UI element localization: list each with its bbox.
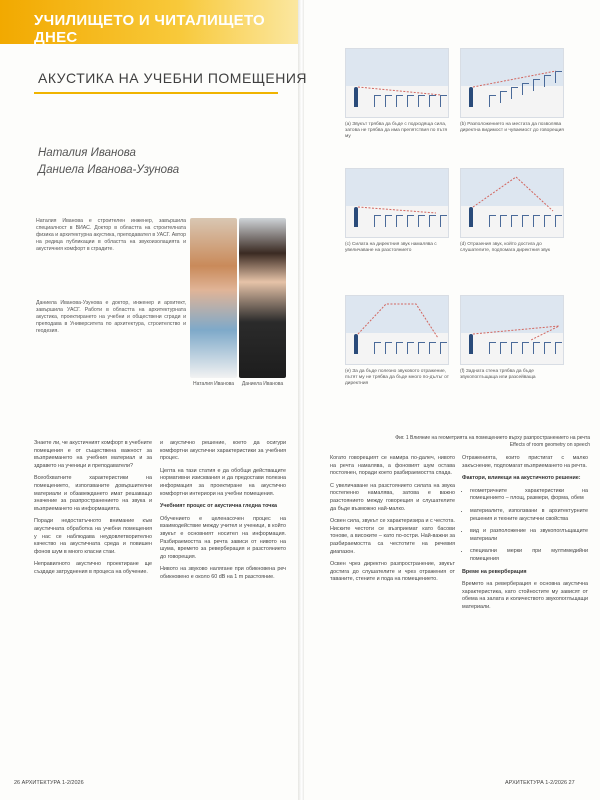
left-column-1 (34, 440, 152, 582)
author-bio-1: Наталия Иванова е строителен инженер, завършила специалност в ВИАС. Доктор в областта на строителната физика и архитектурна акустика, преподавател в УАСГ. Автор на редица публикации в областта на звукоизолацията и акустичния комфорт в сградите. (36, 218, 186, 252)
figure-panel-caption: (b) Разположението на местата да позволява директна видимост и чуваемост до говорещия (460, 122, 564, 133)
paragraph: Неправилното акустично проектиране ще създаде затруднения в процеса на обучение. (34, 561, 152, 575)
subheading: Фактори, влияещи на акустичното решение: (462, 475, 581, 482)
author-photo-2-caption: Даниела Иванова (241, 381, 284, 387)
paragraph: Обучението е целенасочен процес на взаимодействие между учител и ученици, в който звукът е основният носител на информация. Разбираемостта на речта зависи от нивото на шума, времето за реверберация и разстоянието до говорещия. (160, 515, 286, 560)
authors-block (38, 145, 179, 179)
figure-panel (460, 295, 564, 365)
figure-panel-caption: (c) Силата на директния звук намалява с увеличаване на разстоянието (345, 242, 437, 253)
sound-path-lines (461, 169, 565, 239)
right-column-1 (330, 455, 455, 589)
page-footer-right: АРХИТЕКТУРА 1-2/2026 27 (505, 780, 575, 786)
paragraph: Поради недостатъчното внимание към акустичната обработка на учебни помещения у нас се наблюдава неудовлетворително качество на акустичната среда и повишен фонов шум в много класни стаи. (34, 518, 152, 555)
paragraph: Знаете ли, че акустичният комфорт в учебните помещения е от съществена важност за възприемането на учебния материал и за здравето на ученици и преподаватели? (34, 440, 153, 469)
paragraph: Освен сила, звукът се характеризира и с честота. Ниските честоти се възприемат като басови тонове, а високите – като по-остри. Най-важни за разбираемостта са честотите на речевия диапазон. (330, 518, 455, 555)
list-item: • геометричните характеристики на помещението – площ, размери, форма, обем (470, 488, 588, 503)
author-photo-2 (239, 218, 286, 378)
author-2: Даниела Иванова-Узунова (38, 164, 180, 176)
sound-path-lines (461, 296, 565, 366)
author-photo-1-caption: Наталия Иванова (192, 381, 234, 387)
figure-caption-en: Effects of room geometry on speech (509, 442, 590, 448)
figure-panel (460, 168, 564, 238)
list-item: • материалите, използвани в архитектурните решения и техните акустични свойства (470, 508, 588, 523)
title-divider (34, 92, 278, 94)
sound-path-lines (346, 49, 450, 119)
paragraph: Целта на тази статия е да обобщи действащите нормативни изисквания и да предостави полезна информация за проектиране на акустично комфортни интериори на учебни помещения. (160, 467, 286, 497)
paragraph: Нивото на звуково налягане при обикновена реч обикновено е около 60 dB на 1 m разстояние. (160, 566, 286, 580)
section-banner (0, 0, 298, 44)
section-title: УЧИЛИЩЕТО И ЧИТАЛИЩЕТО ДНЕС (34, 12, 266, 46)
figure-panel-caption: (e) За да бъде полезно звуковото отражение, пътят му не трябва да бъде много по-дълъг от директния (345, 369, 449, 386)
list-item: • вид и разположение на звукопоглъщащите материали (470, 528, 588, 543)
paragraph: Времето на реверберация е основна акустична характеристика, като стойностите му зависят от обема на залата и количеството звукопоглъщащи материали. (462, 581, 588, 610)
figure-panel (460, 48, 564, 118)
subheading: Време на реверберация (462, 568, 527, 575)
paragraph: и акустично решение, което да осигури комфортни акустични характеристики за учебния процес. (160, 440, 286, 462)
figure-caption (380, 435, 590, 449)
figure-panel-caption: (f) Задната стена трябва да бъде звукопоглъщаща или разсейваща (460, 369, 536, 380)
figure-panel (345, 168, 449, 238)
article-title: АКУСТИКА НА УЧЕБНИ ПОМЕЩЕНИЯ (38, 70, 308, 86)
figure-panel (345, 295, 449, 365)
author-1: Наталия Иванова (38, 147, 136, 159)
paragraph: Всеобхватните характеристики на помещението, използваните довършителни материали и обзавеждането имат решаващо значение за разпространението на звука и възприемането на информацията. (34, 475, 152, 512)
left-column-2 (160, 440, 286, 587)
sound-path-lines (346, 169, 450, 239)
sound-path-lines (461, 49, 565, 119)
paragraph: Когато говорещият се намира по-далеч, нивото на речта намалява, а фоновият шум остава постоянен, поради което разбираемостта спада. (330, 455, 455, 477)
page-footer-left: 26 АРХИТЕКТУРА 1-2/2026 (14, 780, 84, 786)
page-gutter (298, 0, 304, 800)
sound-path-lines (346, 296, 450, 366)
factors-list (462, 488, 588, 564)
paragraph: С увеличаване на разстоянието силата на звука постепенно намалява, затова е важно разстоянието между говорещия и слушателите да бъде възможно най-малко. (330, 482, 455, 512)
list-item: • специални мерки при мултимедийни помещения (470, 548, 588, 563)
author-bio-2: Даниела Иванова-Узунова е доктор, инженер и архитект, завършила УАСГ. Работи в областта на архитектурната акустика, проектирането на учебни и обществени сгради и преподава в Университета по архитектура, строителство и геодезия. (36, 300, 186, 334)
author-photo-1 (190, 218, 237, 378)
figure-panel (345, 48, 449, 118)
figure-panel-caption: (а) Звукът трябва да бъде с подходяща сила, затова не трябва да има препятствия по пътя му (345, 122, 448, 139)
author-photos (190, 218, 286, 393)
subheading: Учебният процес от акустична гледна точка (160, 503, 278, 510)
figure-caption-bg: Фиг. 1 Влияние на геометрията на помещението върху разпространението на речта (395, 435, 590, 441)
figure-panel-caption: (d) Отразения звук, който достига до слушателите, подпомага директния звук (460, 242, 551, 253)
right-column-2 (462, 455, 588, 617)
paragraph: Освен чрез директно разпространение, звукът достига до слушателите и чрез отражения от таваните, стените и пода на помещението. (330, 561, 455, 583)
paragraph: Отраженията, които пристигат с малко закъснение, подпомагат възприемането на речта. (462, 455, 588, 469)
